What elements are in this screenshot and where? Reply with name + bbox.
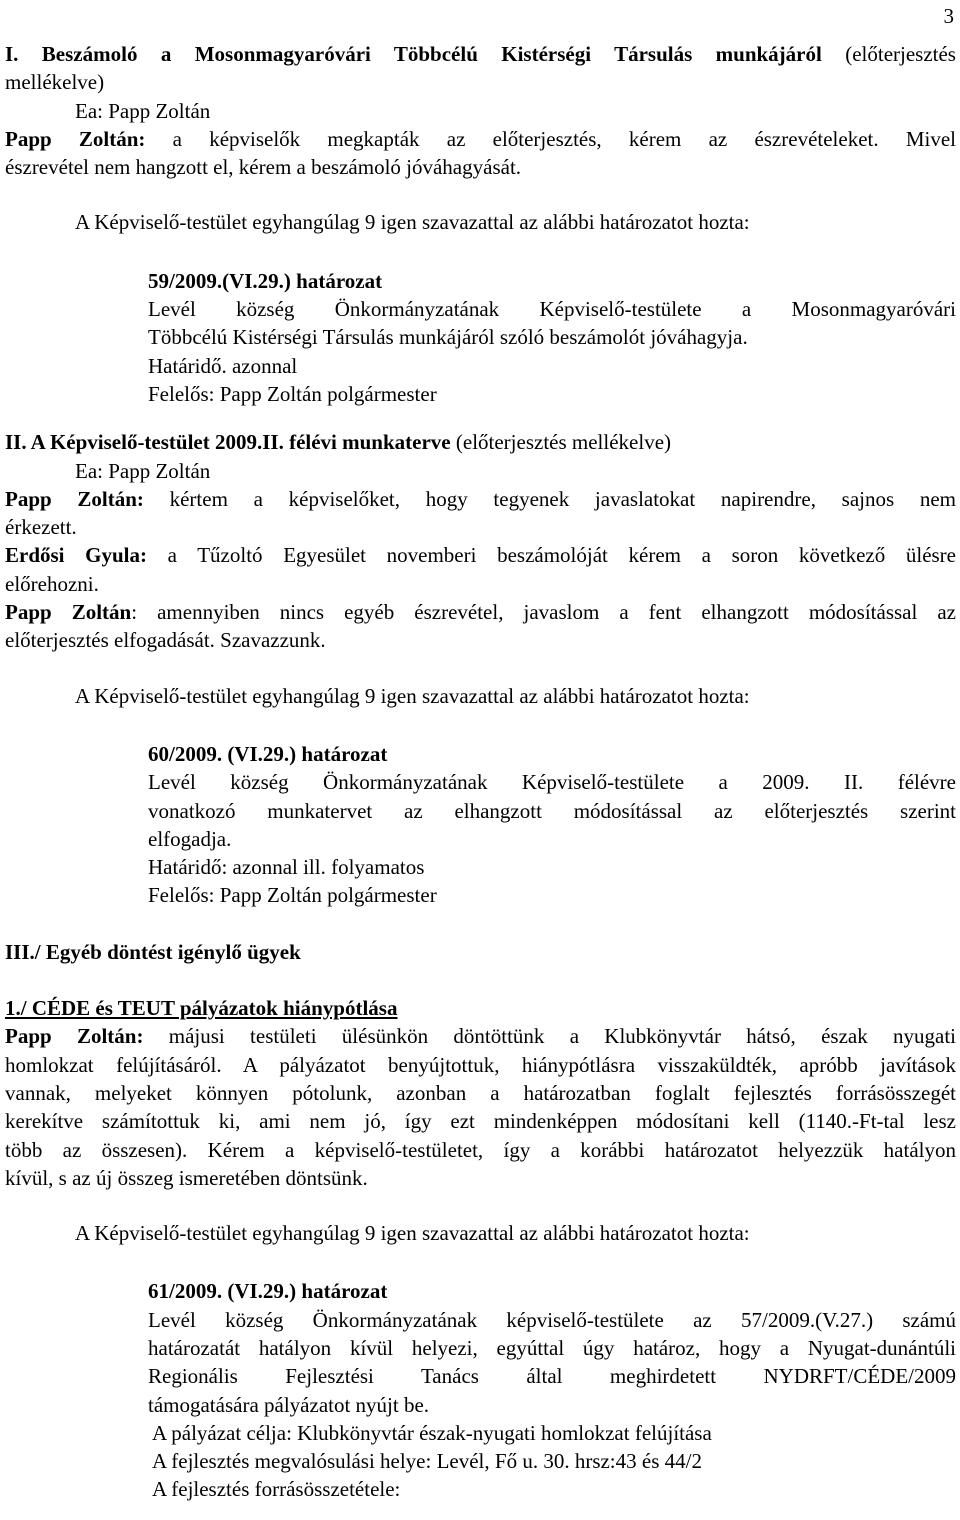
resolution-60-number: 60/2009. (VI.29.) határozat xyxy=(148,741,388,766)
resolution-59-body: Levél község Önkormányzatának Képviselő-testülete a Mosonmagyaróvári xyxy=(148,297,956,322)
section-1-para-l2: észrevétel nem hangzott el, kérem a beszámoló jóváhagyását. xyxy=(5,155,522,180)
section-3-para-l4: kerekítve számítottuk ki, ami nem jó, így ezt mindenképpen módosítani kell (1140.-Ft-tal lesz xyxy=(5,1109,956,1134)
resolution-60-body-l1: Levél község Önkormányzatának Képviselő-testülete a 2009. II. félévre xyxy=(148,770,956,795)
resolution-61-body-l1: Levél község Önkormányzatának képviselő-testülete az 57/2009.(V.27.) számú xyxy=(148,1307,956,1332)
section-1-title-cont: mellékelve) xyxy=(5,70,105,95)
resolution-61-aim: A pályázat célja: Klubkönyvtár észak-nyugati homlokzat felújítása xyxy=(152,1420,712,1445)
document-page xyxy=(5,0,956,1504)
section-3-para-l1: Papp Zoltán: májusi testületi ülésünkön döntöttünk a Klubkönyvtár hátsó, észak nyugati xyxy=(5,1024,956,1049)
resolution-60-body-l3: elfogadja. xyxy=(148,826,232,851)
page-number: 3 xyxy=(943,4,954,28)
section-2-vote: A Képviselő-testület egyhangúlag 9 igen szavazattal az alábbi határozatot hozta: xyxy=(75,683,750,708)
section-3-para-l3: vannak, melyeket könnyen pótolunk, azonban a határozatban foglalt fejlesztés forrásösszegét xyxy=(5,1080,956,1105)
section-2-p3-l1: Papp Zoltán: amennyiben nincs egyéb észrevétel, javaslom a fent elhangzott módosítással az xyxy=(5,600,957,625)
section-2-p3-l2: előterjesztés elfogadását. Szavazzunk. xyxy=(5,628,326,653)
section-1-presenter: Ea: Papp Zoltán xyxy=(75,98,211,123)
resolution-60-deadline: Határidő: azonnal ill. folyamatos xyxy=(148,855,425,880)
resolution-61-body-l4: támogatására pályázatot nyújt be. xyxy=(148,1392,430,1417)
section-1-vote: A Képviselő-testület egyhangúlag 9 igen szavazattal az alábbi határozatot hozta: xyxy=(75,210,750,235)
section-3-para-l2: homlokzat felújításáról. A pályázatot benyújtottuk, hiánypótlásra visszaküldték, apróbb javítások xyxy=(5,1052,956,1077)
resolution-61-number: 61/2009. (VI.29.) határozat xyxy=(148,1279,388,1304)
resolution-61-body-l3: Regionális Fejlesztési Tanács által meghirdetett NYDRFT/CÉDE/2009 xyxy=(148,1364,956,1389)
section-3-title: III./ Egyéb döntést igénylő ügyek xyxy=(5,939,301,964)
section-1-title: I. Beszámoló a Mosonmagyaróvári Többcélú Kistérségi Társulás munkájáról (előterjesztés xyxy=(5,42,956,66)
resolution-59-number: 59/2009.(VI.29.) határozat xyxy=(148,268,383,293)
resolution-61-body-l2: határozatát hatályon kívül helyezi, egyúttal úgy határoz, hogy a Nyugat-dunántúli xyxy=(148,1335,956,1360)
section-3-para-l6: kívül, s az új összeg ismeretében döntsünk. xyxy=(5,1165,368,1190)
section-2-p1-l1: Papp Zoltán: kértem a képviselőket, hogy tegyenek javaslatokat napirendre, sajnos nem xyxy=(5,486,956,511)
section-2-p2-l1: Erdősi Gyula: a Tűzoltó Egyesület novemberi beszámolóját kérem a soron következő ülésre xyxy=(5,543,956,568)
section-3-subtitle: 1./ CÉDE és TEUT pályázatok hiánypótlása xyxy=(5,996,398,1021)
resolution-59-deadline: Határidő. azonnal xyxy=(148,353,298,378)
section-3-para-l5: több az összesen). Kérem a képviselő-testületet, így a korábbi határozatot helyezzük hatályon xyxy=(5,1137,956,1162)
resolution-60-responsible: Felelős: Papp Zoltán polgármester xyxy=(148,883,437,908)
section-2-presenter: Ea: Papp Zoltán xyxy=(75,458,211,483)
section-1-para-l1: Papp Zoltán: a képviselők megkapták az előterjesztés, kérem az észrevételeket. Mivel xyxy=(5,126,956,151)
resolution-61-sources: A fejlesztés forrásösszetétele: xyxy=(152,1477,401,1502)
section-2-title: II. A Képviselő-testület 2009.II. félévi munkaterve (előterjesztés mellékelve) xyxy=(5,430,672,455)
section-2-p2-l2: előrehozni. xyxy=(5,571,99,596)
resolution-59-responsible: Felelős: Papp Zoltán polgármester xyxy=(148,381,437,406)
section-3-vote: A Képviselő-testület egyhangúlag 9 igen szavazattal az alábbi határozatot hozta: xyxy=(75,1221,750,1246)
resolution-59-body-l2: Többcélú Kistérségi Társulás munkájáról szóló beszámolót jóváhagyja. xyxy=(148,325,748,350)
resolution-61-place: A fejlesztés megvalósulási helye: Levél, Fő u. 30. hrsz:43 és 44/2 xyxy=(152,1449,702,1474)
section-2-p1-l2: érkezett. xyxy=(5,515,77,540)
resolution-60-body-l2: vonatkozó munkatervet az elhangzott módosítással az előterjesztés szerint xyxy=(148,798,956,823)
